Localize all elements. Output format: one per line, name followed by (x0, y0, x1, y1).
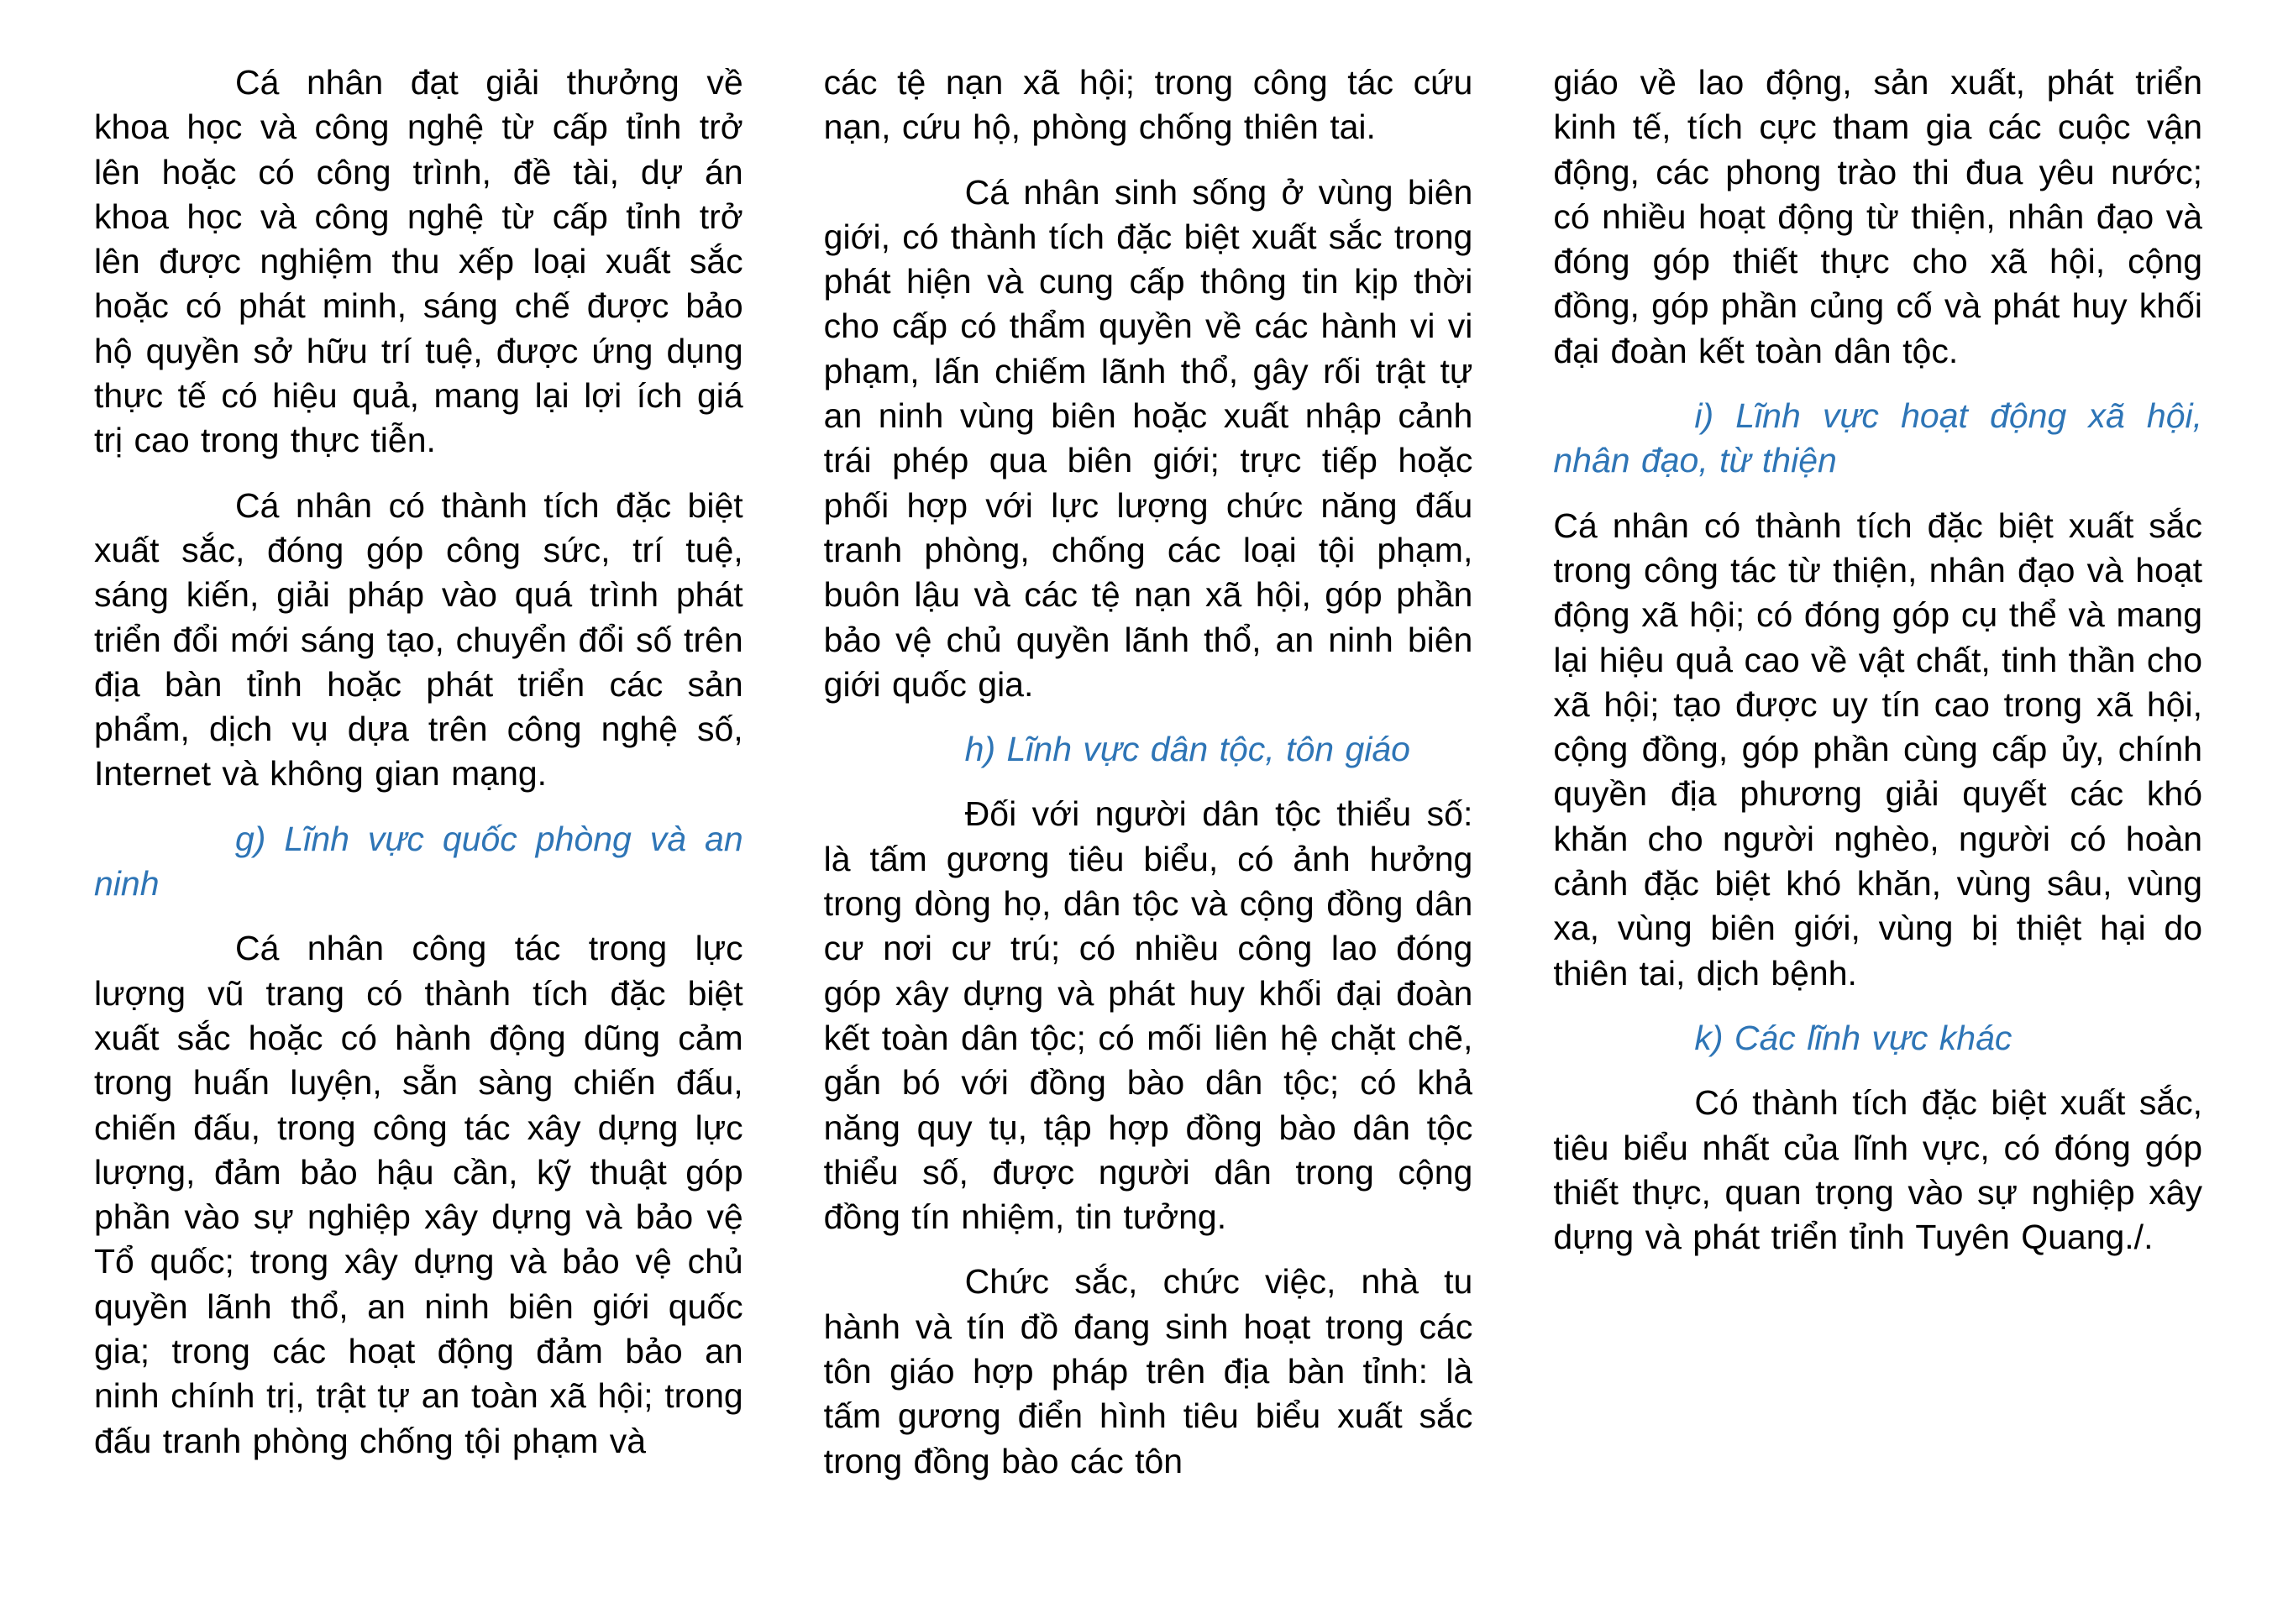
paragraph: Cá nhân có thành tích đặc biệt xuất sắc, đóng góp công sức, trí tuệ, sáng kiến, giải pháp vào quá trình phát triển đổi mới sáng tạo, chuyển đổi số trên địa bàn tỉnh hoặc phát triển các sản phẩm, dịch vụ dựa trên công nghệ số, Internet và không gian mạng. (94, 485, 743, 794)
paragraph: Có thành tích đặc biệt xuất sắc, tiêu biểu nhất của lĩnh vực, có đóng góp thiết thực, quan trọng vào sự nghiệp xây dựng và phát triển tỉnh Tuyên Quang./. (1553, 1083, 2203, 1257)
text-column-2 (824, 60, 1473, 1599)
paragraph: Cá nhân công tác trong lực lượng vũ trang có thành tích đặc biệt xuất sắc hoặc có hành động dũng cảm trong huấn luyện, sẵn sàng chiến đấu, chiến đấu, trong công tác xây dựng lực lượng, đảm bảo hậu cần, kỹ thuật góp phần vào sự nghiệp xây dựng và bảo vệ Tổ quốc; trong xây dựng và bảo vệ chủ quyền lãnh thổ, an ninh biên giới quốc gia; trong các hoạt động đảm bảo an ninh chính trị, trật tự an toàn xã hội; trong đấu tranh phòng chống tội phạm và (94, 929, 743, 1460)
paragraph: Chức sắc, chức việc, nhà tu hành và tín đồ đang sinh hoạt trong các tôn giáo hợp pháp trên địa bàn tỉnh: là tấm gương điển hình tiêu biểu xuất sắc trong đồng bào các tôn (823, 1262, 1473, 1480)
text-column-1 (94, 60, 743, 1599)
section-heading: i) Lĩnh vực hoạt động xã hội, nhân đạo, từ thiện (1553, 396, 2203, 480)
text-column-3 (1553, 60, 2202, 1599)
section-heading: g) Lĩnh vực quốc phòng và an ninh (94, 819, 743, 904)
paragraph: Cá nhân có thành tích đặc biệt xuất sắc trong công tác từ thiện, nhân đạo và hoạt động xã hội; có đóng góp cụ thể và mang lại hiệu quả cao về vật chất, tinh thần cho xã hội; tạo được uy tín cao trong xã hội, cộng đồng, góp phần cùng cấp ủy, chính quyền địa phương giải quyết các khó khăn cho người nghèo, người có hoàn cảnh đặc biệt khó khăn, vùng sâu, vùng xa, vùng biên giới, vùng bị thiệt hại do thiên tai, dịch bệnh. (1553, 506, 2203, 993)
paragraph: Đối với người dân tộc thiểu số: là tấm gương tiêu biểu, có ảnh hưởng trong dòng họ, dân tộc và cộng đồng dân cư nơi cư trú; có nhiều công lao đóng góp xây dựng và phát huy khối đại đoàn kết toàn dân tộc; có mối liên hệ chặt chẽ, gắn bó với đồng bào dân tộc; có khả năng quy tụ, tập hợp đồng bào dân tộc thiểu số, được người dân trong cộng đồng tín nhiệm, tin tưởng. (823, 794, 1473, 1237)
section-heading: h) Lĩnh vực dân tộc, tôn giáo (964, 730, 1410, 769)
paragraph: Cá nhân sinh sống ở vùng biên giới, có thành tích đặc biệt xuất sắc trong phát hiện và cung cấp thông tin kịp thời cho cấp có thẩm quyền về các hành vi vi phạm, lấn chiếm lãnh thổ, gây rối trật tự an ninh vùng biên hoặc xuất nhập cảnh trái phép qua biên giới; trực tiếp hoặc phối hợp với lực lượng chức năng đấu tranh phòng, chống các loại tội phạm, buôn lậu và các tệ nạn xã hội, góp phần bảo vệ chủ quyền lãnh thổ, an ninh biên giới quốc gia. (823, 172, 1473, 704)
section-heading: k) Các lĩnh vực khác (1694, 1018, 2012, 1057)
paragraph: các tệ nạn xã hội; trong công tác cứu nạn, cứu hộ, phòng chống thiên tai. (823, 63, 1473, 147)
paragraph: Cá nhân đạt giải thưởng về khoa học và công nghệ từ cấp tỉnh trở lên hoặc có công trình, đề tài, dự án khoa học và công nghệ từ cấp tỉnh trở lên được nghiệm thu xếp loại xuất sắc hoặc có phát minh, sáng chế được bảo hộ quyền sở hữu trí tuệ, được ứng dụng thực tế có hiệu quả, mang lại lợi ích giá trị cao trong thực tiễn. (94, 63, 743, 460)
paragraph: giáo về lao động, sản xuất, phát triển kinh tế, tích cực tham gia các cuộc vận động, các phong trào thi đua yêu nước; có nhiều hoạt động từ thiện, nhân đạo và đóng góp thiết thực cho xã hội, cộng đồng, góp phần củng cố và phát huy khối đại đoàn kết toàn dân tộc. (1553, 63, 2203, 370)
